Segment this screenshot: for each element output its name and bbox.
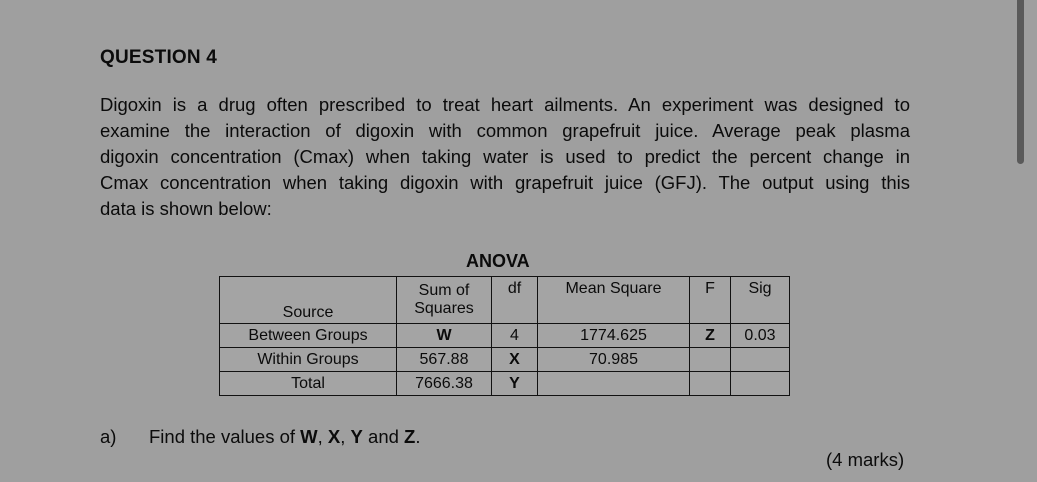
header-sig: Sig	[731, 277, 790, 324]
cell-df: Y	[492, 372, 538, 396]
part-a-text: Find the values of W, X, Y and Z.	[149, 426, 421, 447]
header-df: df	[492, 277, 538, 324]
paragraph-line: Cmax concentration when taking digoxin with grapefruit juice (GFJ). The output using this	[100, 172, 910, 193]
paragraph-line: data is shown below:	[100, 198, 272, 219]
question-title: QUESTION 4	[100, 47, 218, 68]
part-a-label: a)	[100, 426, 117, 447]
cell-f: Z	[690, 324, 731, 348]
cell-sig	[731, 372, 790, 396]
question-paragraph	[100, 92, 910, 222]
paragraph-line: digoxin concentration (Cmax) when taking water is used to predict the percent change in	[100, 146, 910, 167]
cell-mean-square: 70.985	[538, 348, 690, 372]
paragraph-line: Digoxin is a drug often prescribed to treat heart ailments. An experiment was designed to	[100, 94, 910, 115]
header-sum-of-squares: Sum of Squares	[397, 277, 492, 324]
cell-mean-square	[538, 372, 690, 396]
cell-sum-of-squares: 7666.38	[397, 372, 492, 396]
cell-sum-of-squares: 567.88	[397, 348, 492, 372]
table-header-row	[220, 277, 790, 324]
table-row	[220, 348, 790, 372]
header-f: F	[690, 277, 731, 324]
anova-table	[219, 276, 790, 396]
vertical-scrollbar[interactable]	[1017, 0, 1024, 164]
cell-df: 4	[492, 324, 538, 348]
table-row	[220, 324, 790, 348]
cell-sig	[731, 348, 790, 372]
table-row	[220, 372, 790, 396]
cell-f	[690, 348, 731, 372]
cell-mean-square: 1774.625	[538, 324, 690, 348]
anova-table-title: ANOVA	[466, 251, 530, 271]
header-mean-square: Mean Square	[538, 277, 690, 324]
cell-sig: 0.03	[731, 324, 790, 348]
cell-df: X	[492, 348, 538, 372]
cell-f	[690, 372, 731, 396]
cell-source: Total	[220, 372, 397, 396]
paragraph-line: examine the interaction of digoxin with common grapefruit juice. Average peak plasma	[100, 120, 910, 141]
header-source: Source	[220, 277, 397, 324]
marks-label: (4 marks)	[826, 449, 905, 470]
cell-source: Between Groups	[220, 324, 397, 348]
cell-source: Within Groups	[220, 348, 397, 372]
cell-sum-of-squares: W	[397, 324, 492, 348]
